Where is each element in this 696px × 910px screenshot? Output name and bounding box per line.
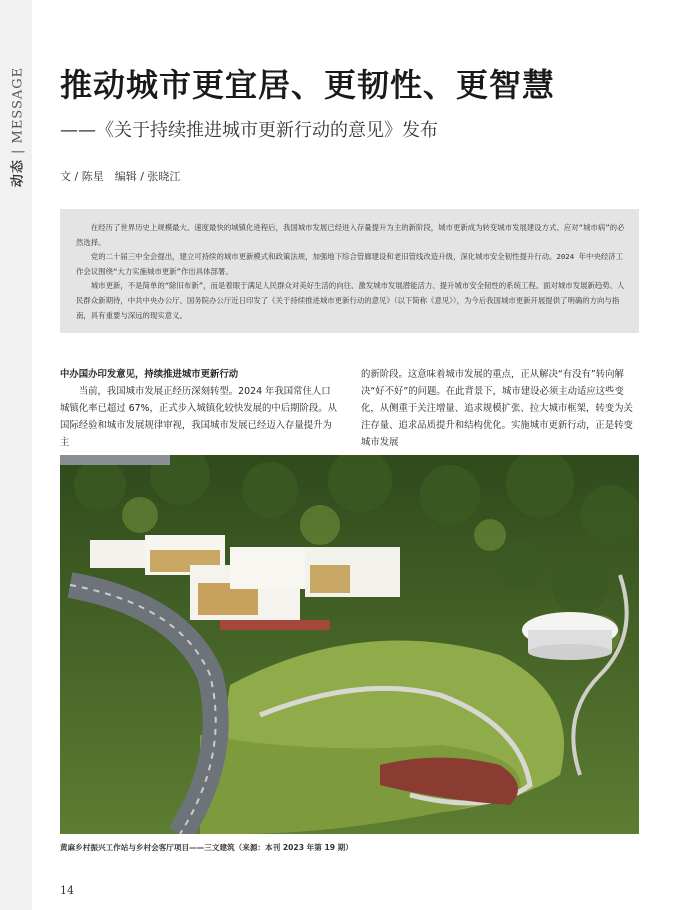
aerial-photo-illustration — [60, 455, 639, 834]
body-paragraph-continued: 的新阶段。这意味着城市发展的重点，正从解决“有没有”转向解决“好不好”的问题。在此背景下，城市建设必须主动适应这些变化，从侧重于关注增量、追求规模扩张、拉大城市框架，转变为关注存量、追求品质提升和结构优化。实施城市更新行动，正是转变城市发展 — [361, 369, 633, 448]
section-label-sep: | — [10, 143, 26, 160]
section-label-en: MESSAGE — [10, 66, 26, 144]
abstract-box — [60, 209, 639, 333]
section-heading: 中办国办印发意见，持续推进城市更新行动 — [60, 369, 239, 380]
body-column-1 — [60, 366, 338, 451]
body-column-2 — [361, 366, 639, 451]
aerial-photo — [60, 455, 639, 834]
byline: 文 / 陈星 编辑 / 张晓江 — [60, 170, 181, 183]
article-title: 推动城市更宜居、更韧性、更智慧 — [60, 66, 556, 104]
article-subtitle: ——《关于持续推进城市更新行动的意见》发布 — [60, 120, 438, 141]
abstract-paragraph-1: 在经历了世界历史上规模最大、速度最快的城镇化进程后，我国城市发展已经进入存量提升为主的新阶段，城市更新成为转变城市发展建设方式、应对“城市病”的必然选择。 — [76, 223, 625, 247]
abstract-paragraph-2: 党的二十届三中全会提出，建立可持续的城市更新模式和政策法规，加强地下综合管廊建设和老旧管线改造升级，深化城市安全韧性提升行动。2024 年中央经济工作会议围绕“大力实施城市更新”作出具体部署。 — [76, 252, 624, 276]
photo-caption: 黄麻乡村振兴工作站与乡村会客厅项目——三文建筑（来源：本刊 2023 年第 19 期） — [60, 843, 353, 852]
section-label — [3, 62, 29, 192]
body-paragraph: 当前，我国城市发展正经历深刻转型。2024 年我国常住人口城镇化率已超过 67%，正式步入城镇化较快发展的中后期阶段。从国际经验和城市发展规律审视，我国城市发展已经迈入存量提升为主 — [60, 386, 337, 448]
abstract-paragraph-3: 城市更新，不是简单的“除旧布新”，而是着眼于满足人民群众对美好生活的向往、激发城市发展潜能活力、提升城市安全韧性的系统工程。面对城市发展新趋势、人民群众新期待，中共中央办公厅、国务院办公厅近日印发了《关于持续推进城市更新行动的意见》（以下简称《意见》），为今后我国城市更新开展提供了明确的方向与指南，具有重要与深远的现实意义。 — [76, 281, 625, 320]
section-label-cn: 动态 — [10, 159, 26, 188]
page-number: 14 — [60, 884, 74, 897]
